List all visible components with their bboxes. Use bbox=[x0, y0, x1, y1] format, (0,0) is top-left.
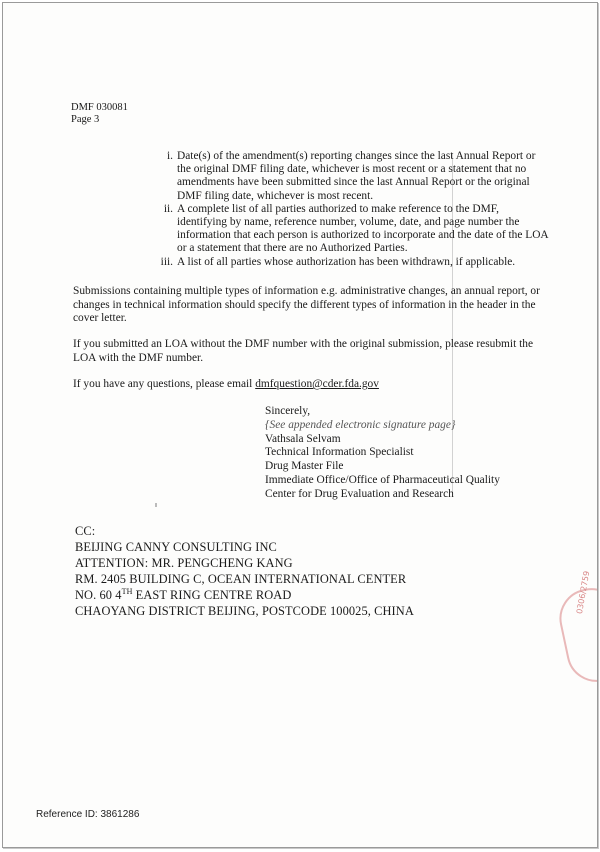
list-item-text: A list of all parties whose authorization has been withdrawn, if applicable. bbox=[177, 255, 516, 268]
list-item-text: A complete list of all parties authorized to make reference to the DMF, identifying by name, reference number, volume, date, and page number the information that each person is authorized to incorporate and the date of the LOA or a statement that there are no Authorized Parties. bbox=[177, 202, 549, 255]
list-item-number: i. bbox=[166, 150, 173, 162]
requirements-list bbox=[161, 150, 551, 269]
questions-text: If you have any questions, please email bbox=[73, 378, 256, 390]
received-stamp bbox=[554, 583, 598, 688]
cc-address-line-2 bbox=[75, 587, 414, 603]
address-line-2-end: EAST RING CENTRE ROAD bbox=[132, 588, 292, 602]
list-item bbox=[161, 256, 551, 269]
reference-id: Reference ID: 3861286 bbox=[36, 809, 140, 820]
closing: Sincerely, bbox=[265, 405, 311, 417]
address-line-2-start: NO. 60 4 bbox=[75, 588, 122, 602]
signer-name: Vathsala Selvam bbox=[265, 432, 341, 445]
page-number: Page 3 bbox=[71, 114, 100, 125]
cc-label: CC: bbox=[75, 524, 96, 538]
loa-paragraph: If you submitted an LOA without the DMF number with the original submission, please resubmit the LOA with the DMF number. bbox=[73, 338, 534, 364]
list-item bbox=[161, 203, 551, 256]
cc-address-line-3: CHAOYANG DISTRICT BEIJING, POSTCODE 100025, CHINA bbox=[75, 604, 414, 618]
cc-company: BEIJING CANNY CONSULTING INC bbox=[75, 540, 277, 554]
signer-title: Technical Information Specialist bbox=[265, 446, 414, 459]
signature-block bbox=[265, 405, 565, 502]
cc-address-line-1: RM. 2405 BUILDING C, OCEAN INTERNATIONAL CENTER bbox=[75, 572, 407, 586]
submissions-paragraph: Submissions containing multiple types of information e.g. administrative changes, an annual report, or changes in technical information should specify the different types of information in the header in the cover letter. bbox=[73, 285, 540, 325]
cc-attention: ATTENTION: MR. PENGCHENG KANG bbox=[75, 556, 293, 570]
email-link[interactable]: dmfquestion@cder.fda.gov bbox=[255, 378, 379, 390]
questions-paragraph bbox=[73, 378, 551, 392]
list-item bbox=[161, 150, 551, 203]
signer-unit: Drug Master File bbox=[265, 460, 344, 473]
stamp-text: 0306/2759 bbox=[575, 570, 592, 615]
cc-block bbox=[75, 523, 414, 619]
scan-artifact-dot bbox=[155, 503, 157, 507]
dmf-number: DMF 030081 bbox=[71, 102, 128, 113]
esig-note: {See appended electronic signature page} bbox=[265, 418, 456, 431]
address-ordinal-suffix: TH bbox=[121, 586, 133, 596]
signer-office: Immediate Office/Office of Pharmaceutical Quality bbox=[265, 473, 500, 486]
signer-center: Center for Drug Evaluation and Research bbox=[265, 487, 454, 500]
list-item-number: iii. bbox=[160, 255, 173, 268]
document-page bbox=[2, 2, 598, 848]
list-item-text: Date(s) of the amendment(s) reporting changes since the last Annual Report or the original DMF filing date, whichever is most recent or a statement that no amendments have been submitted since the last Annual Report or the original DMF filing date, whichever is most recent. bbox=[177, 150, 536, 202]
list-item-number: ii. bbox=[163, 202, 173, 215]
